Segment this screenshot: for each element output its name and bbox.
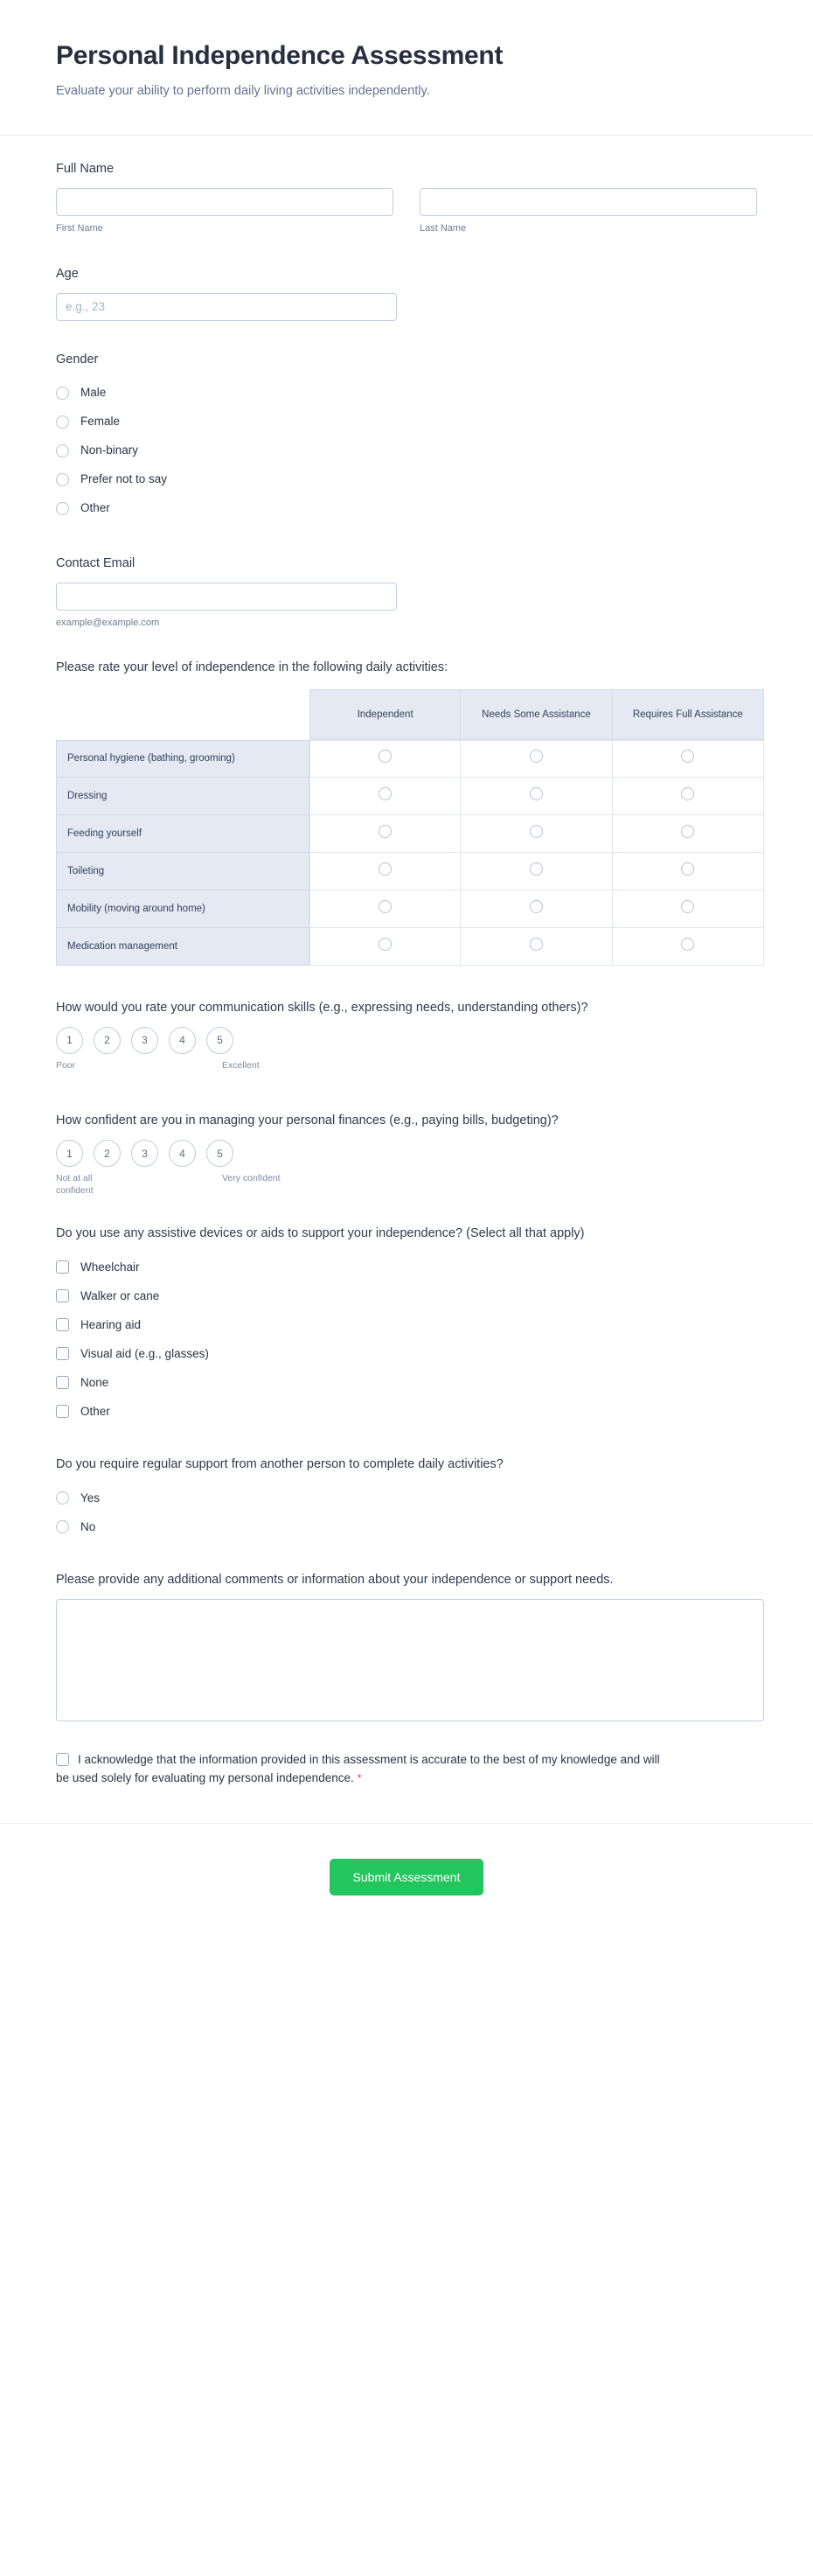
checkbox-option-label: Other [80,1404,110,1418]
radio-icon[interactable] [56,444,69,457]
scale-legend-low: Not at all confident [56,1173,94,1197]
radio-icon[interactable] [681,862,694,876]
field-age [56,265,757,321]
matrix-row-label: Toileting [56,853,309,890]
radio-icon[interactable] [379,750,392,763]
form-body [0,136,813,1823]
scale-option-2[interactable]: 2 [94,1140,121,1167]
gender-option-male[interactable] [56,379,757,408]
submit-button[interactable]: Submit Assessment [330,1859,484,1895]
checkbox-option-walker-or-cane[interactable] [56,1281,757,1310]
checkbox-icon[interactable] [56,1318,69,1331]
matrix-cell[interactable] [309,740,461,778]
gender-label: Gender [56,352,99,367]
checkbox-option-label: None [80,1375,109,1389]
gender-option-label: Male [80,386,107,400]
table-row [56,853,764,890]
checkbox-option-label: Walker or cane [80,1288,160,1302]
matrix-body [56,740,764,966]
communication-scale-options [56,1027,757,1054]
communication-scale-label: How would you rate your communication skills (e.g., expressing needs, understanding others)? [56,1000,588,1015]
field-communication-scale [56,999,757,1089]
matrix-cell[interactable] [461,740,612,778]
checkbox-icon[interactable] [56,1289,69,1302]
radio-icon[interactable] [379,862,392,876]
radio-icon[interactable] [681,900,694,913]
checkbox-option-label: Wheelchair [80,1260,140,1274]
communication-scale-legend [56,1059,283,1089]
regular-support-option-label: No [80,1519,96,1533]
finance-scale-options [56,1140,757,1167]
matrix-cell[interactable] [461,778,612,815]
matrix-header-row [56,689,764,740]
table-row [56,815,764,853]
gender-option-label: Non-binary [80,443,139,457]
radio-icon[interactable] [379,825,392,838]
acknowledgement-row[interactable] [56,1751,668,1788]
scale-option-3[interactable]: 3 [131,1027,158,1054]
radio-icon[interactable] [56,473,69,486]
checkbox-icon[interactable] [56,1405,69,1418]
matrix-row-label: Dressing [56,778,309,815]
radio-icon[interactable] [681,787,694,800]
matrix-label: Please rate your level of independence in the following daily activities: [56,660,448,674]
radio-icon[interactable] [56,502,69,515]
gender-option-non-binary[interactable] [56,436,757,465]
scale-legend-high: Very confident [222,1173,281,1183]
first-name-input[interactable] [56,188,393,216]
gender-option-label: Other [80,501,110,515]
scale-option-3[interactable]: 3 [131,1140,158,1167]
full-name-label: Full Name [56,162,115,177]
matrix-cell[interactable] [613,778,764,815]
contact-email-input[interactable] [56,583,397,611]
first-name-sublabel: First Name [56,223,103,234]
checkbox-option-wheelchair[interactable] [56,1253,757,1281]
gender-option-female[interactable] [56,408,757,436]
last-name-sublabel: Last Name [420,223,467,234]
radio-icon[interactable] [56,1520,69,1533]
checkbox-icon[interactable] [56,1376,69,1389]
scale-option-2[interactable]: 2 [94,1027,121,1054]
age-input-wrap [56,293,397,321]
radio-icon[interactable] [379,900,392,913]
contact-email-sublabel: example@example.com [56,617,160,628]
matrix-cell[interactable] [613,815,764,853]
matrix-cell[interactable] [461,928,612,966]
checkbox-option-other[interactable] [56,1397,757,1426]
field-regular-support [56,1456,757,1541]
scale-option-5[interactable]: 5 [206,1027,233,1054]
finance-scale-label: How confident are you in managing your personal finances (e.g., paying bills, budgeting)? [56,1113,559,1127]
scale-option-4[interactable]: 4 [169,1027,196,1054]
matrix-row-label: Medication management [56,928,309,966]
finance-scale-legend [56,1172,283,1202]
radio-icon[interactable] [379,938,392,951]
table-row [56,890,764,928]
checkbox-option-hearing-aid[interactable] [56,1310,757,1339]
checkbox-icon[interactable] [56,1260,69,1274]
scale-legend-high: Excellent [222,1059,260,1071]
radio-icon[interactable] [56,1491,69,1504]
regular-support-options [56,1483,757,1541]
page-title: Personal Independence Assessment [56,41,504,70]
matrix-cell[interactable] [461,890,612,928]
scale-option-5[interactable]: 5 [206,1140,233,1167]
scale-legend-low: Poor [56,1059,76,1071]
radio-icon[interactable] [530,938,543,951]
radio-icon[interactable] [530,862,543,876]
comments-textarea[interactable] [56,1599,764,1721]
table-row [56,778,764,815]
comments-label: Please provide any additional comments or information about your independence or support needs. [56,1573,614,1588]
radio-icon[interactable] [681,750,694,763]
gender-option-label: Prefer not to say [80,472,168,486]
matrix-cell[interactable] [461,815,612,853]
matrix-cell[interactable] [309,928,461,966]
matrix-cell[interactable] [613,928,764,966]
checkbox-option-none[interactable] [56,1368,757,1397]
contact-email-label: Contact Email [56,555,136,570]
matrix-cell[interactable] [461,853,612,890]
table-row [56,928,764,966]
gender-options [56,379,757,523]
acknowledgement-checkbox-icon[interactable] [56,1753,69,1766]
matrix-cell[interactable] [613,890,764,928]
regular-support-option-yes[interactable] [56,1483,757,1512]
contact-email-wrap [56,583,397,629]
radio-icon[interactable] [530,825,543,838]
form-footer [0,1823,813,1951]
matrix-row-label: Personal hygiene (bathing, grooming) [56,740,309,778]
form-header [0,0,813,136]
matrix-row-label: Feeding yourself [56,815,309,853]
age-label: Age [56,266,79,281]
matrix-cell[interactable] [613,853,764,890]
full-name-row [56,188,757,234]
gender-option-other[interactable] [56,494,757,523]
gender-option-prefer-not-to-say[interactable] [56,465,757,494]
radio-icon[interactable] [530,750,543,763]
acknowledgement-text: I acknowledge that the information provided in this assessment is accurate to the best of my knowledge and will be used solely for evaluating my personal independence. [56,1753,660,1784]
field-independence-matrix [56,659,757,966]
independence-matrix-table [56,689,764,966]
radio-icon[interactable] [530,900,543,913]
acknowledgement-block [56,1751,668,1788]
checkbox-option-visual-aid[interactable] [56,1339,757,1368]
regular-support-option-label: Yes [80,1490,101,1504]
regular-support-option-no[interactable] [56,1512,757,1541]
field-comments [56,1571,757,1721]
matrix-col-needs-some-assistance: Needs Some Assistance [461,689,612,740]
required-asterisk: * [357,1770,362,1784]
age-input[interactable] [56,293,397,321]
checkbox-option-label: Hearing aid [80,1317,142,1331]
matrix-row-label: Mobility (moving around home) [56,890,309,928]
assistive-devices-label: Do you use any assistive devices or aids to support your independence? (Select all that apply) [56,1226,585,1240]
regular-support-label: Do you require regular support from another person to complete daily activities? [56,1457,504,1472]
matrix-col-independent: Independent [309,689,461,740]
matrix-corner-cell [56,689,309,740]
scale-option-1[interactable]: 1 [56,1140,83,1167]
matrix-cell[interactable] [309,778,461,815]
scale-option-1[interactable]: 1 [56,1027,83,1054]
first-name-col [56,188,393,234]
gender-option-label: Female [80,415,121,429]
matrix-cell[interactable] [309,815,461,853]
field-finance-scale [56,1112,757,1202]
field-contact-email [56,555,757,629]
radio-icon[interactable] [530,787,543,800]
radio-icon[interactable] [681,938,694,951]
last-name-input[interactable] [420,188,757,216]
radio-icon[interactable] [379,787,392,800]
assistive-devices-options [56,1253,757,1426]
radio-icon[interactable] [56,415,69,429]
matrix-wrap [56,689,757,966]
radio-icon[interactable] [56,387,69,400]
field-gender [56,351,757,523]
field-full-name [56,160,757,234]
matrix-head [56,689,764,740]
page-subtitle: Evaluate your ability to perform daily living activities independently. [56,84,430,98]
checkbox-icon[interactable] [56,1347,69,1360]
last-name-col [420,188,757,234]
field-assistive-devices [56,1225,757,1426]
table-row [56,740,764,778]
radio-icon[interactable] [681,825,694,838]
matrix-cell[interactable] [613,740,764,778]
matrix-cell[interactable] [309,890,461,928]
scale-option-4[interactable]: 4 [169,1140,196,1167]
checkbox-option-label: Visual aid (e.g., glasses) [80,1346,209,1360]
matrix-cell[interactable] [309,853,461,890]
matrix-col-requires-full-assistance: Requires Full Assistance [613,689,764,740]
